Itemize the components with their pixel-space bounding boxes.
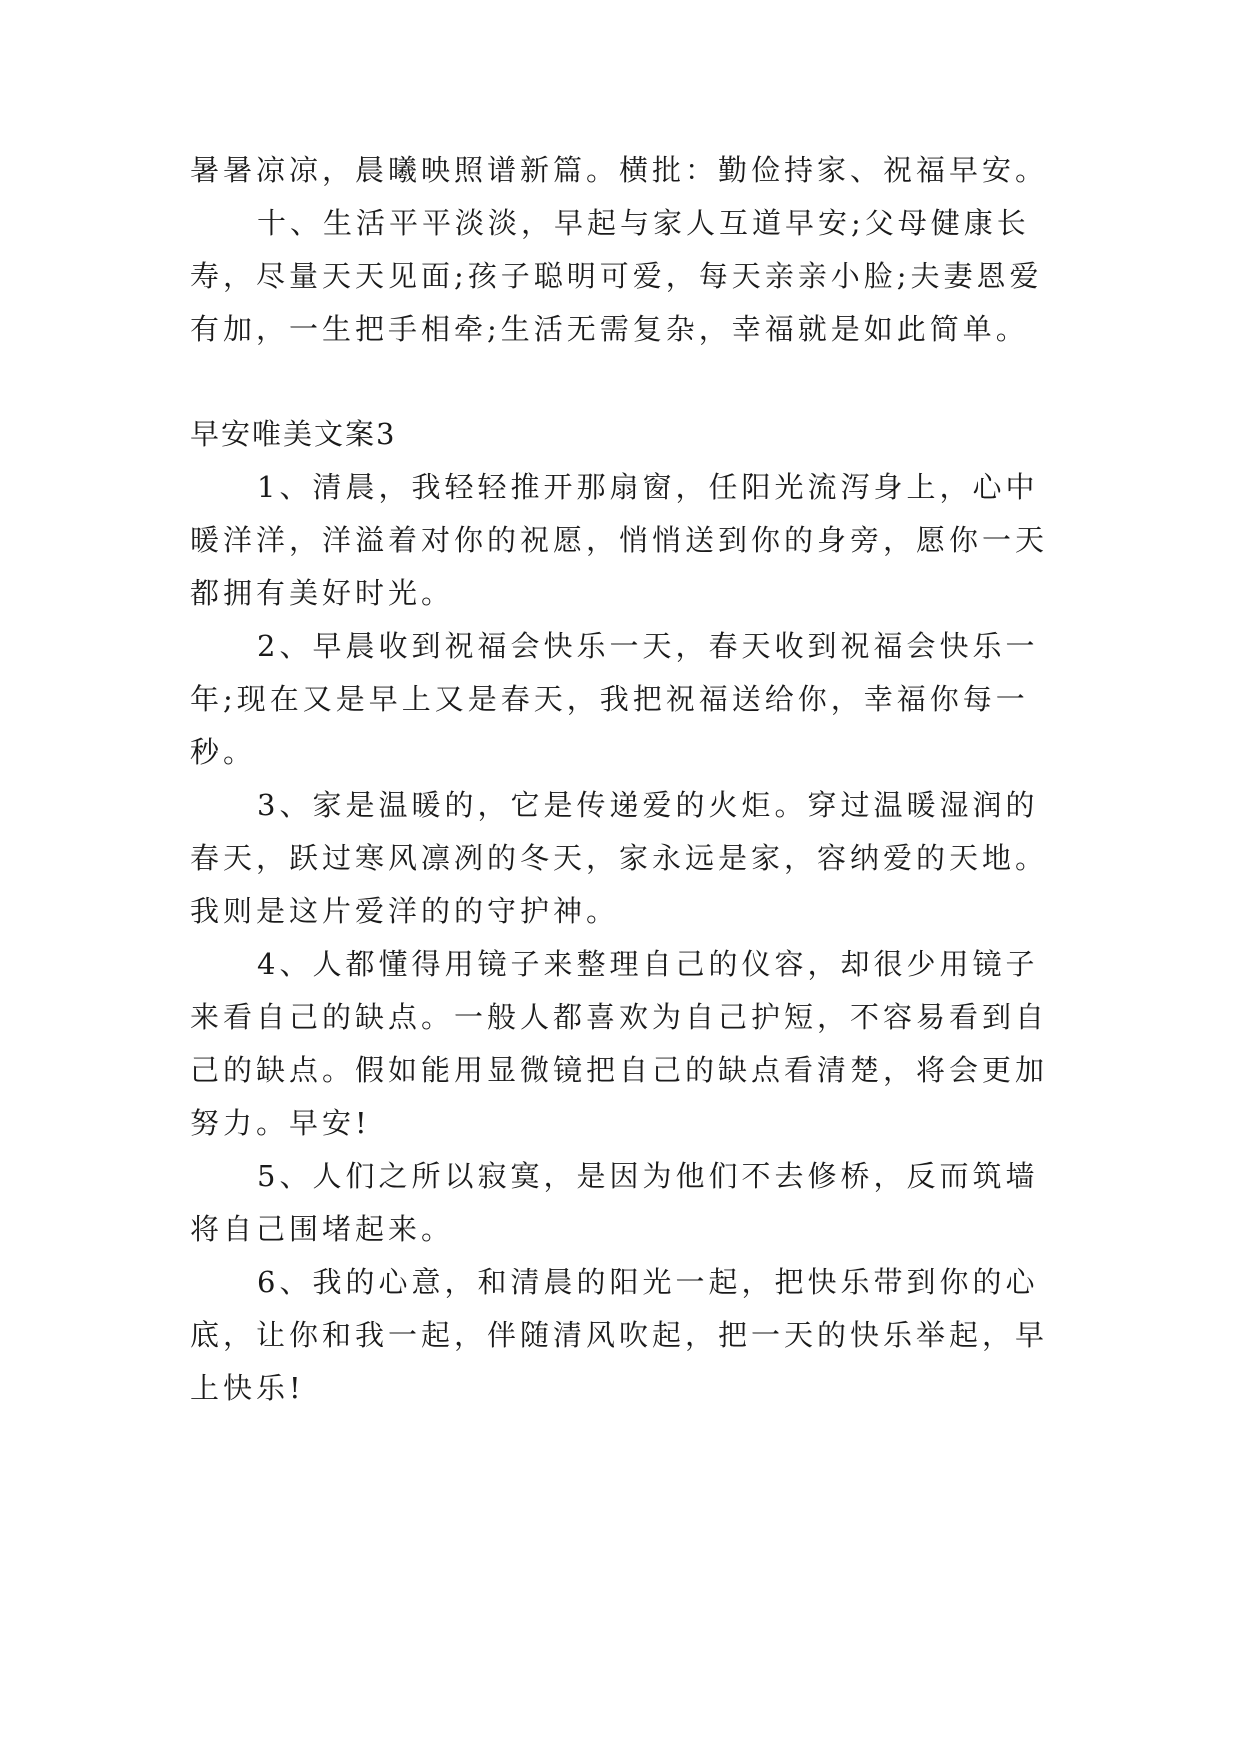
text-line: 1、清晨，我轻轻推开那扇窗，任阳光流泻身上，心中 — [257, 470, 1039, 504]
text-line: 暑暑凉凉，晨曦映照谱新篇。横批：勤俭持家、祝福早安。 — [190, 153, 1049, 187]
text-line: 底，让你和我一起，伴随清风吹起，把一天的快乐举起，早 — [190, 1318, 1049, 1352]
section-heading: 早安唯美文案3 — [190, 417, 397, 451]
text-line: 有加，一生把手相牵;生活无需复杂，幸福就是如此简单。 — [190, 312, 1029, 346]
text-line: 2、早晨收到祝福会快乐一天，春天收到祝福会快乐一 — [257, 629, 1039, 663]
text-line: 十、生活平平淡淡，早起与家人互道早安;父母健康长 — [257, 206, 1030, 240]
text-line: 年;现在又是早上又是春天，我把祝福送给你，幸福你每一 — [190, 682, 1029, 716]
text-line: 我则是这片爱洋的的守护神。 — [190, 894, 620, 928]
text-line: 努力。早安! — [190, 1106, 371, 1140]
text-line: 己的缺点。假如能用显微镜把自己的缺点看清楚，将会更加 — [190, 1053, 1049, 1087]
text-line: 3、家是温暖的，它是传递爱的火炬。穿过温暖湿润的 — [257, 788, 1039, 822]
text-line: 6、我的心意，和清晨的阳光一起，把快乐带到你的心 — [257, 1265, 1039, 1299]
text-line: 上快乐! — [190, 1371, 305, 1405]
text-line: 春天，跃过寒风凛冽的冬天，家永远是家，容纳爱的天地。 — [190, 841, 1049, 875]
text-line: 来看自己的缺点。一般人都喜欢为自己护短，不容易看到自 — [190, 1000, 1049, 1034]
text-line: 4、人都懂得用镜子来整理自己的仪容，却很少用镜子 — [257, 947, 1039, 981]
text-line: 寿，尽量天天见面;孩子聪明可爱，每天亲亲小脸;夫妻恩爱 — [190, 259, 1043, 293]
text-line: 将自己围堵起来。 — [190, 1212, 455, 1246]
text-line: 秒。 — [190, 735, 257, 769]
text-line: 都拥有美好时光。 — [190, 576, 455, 610]
text-line: 暖洋洋，洋溢着对你的祝愿，悄悄送到你的身旁，愿你一天 — [190, 523, 1049, 557]
text-line: 5、人们之所以寂寞，是因为他们不去修桥，反而筑墙 — [257, 1159, 1039, 1193]
